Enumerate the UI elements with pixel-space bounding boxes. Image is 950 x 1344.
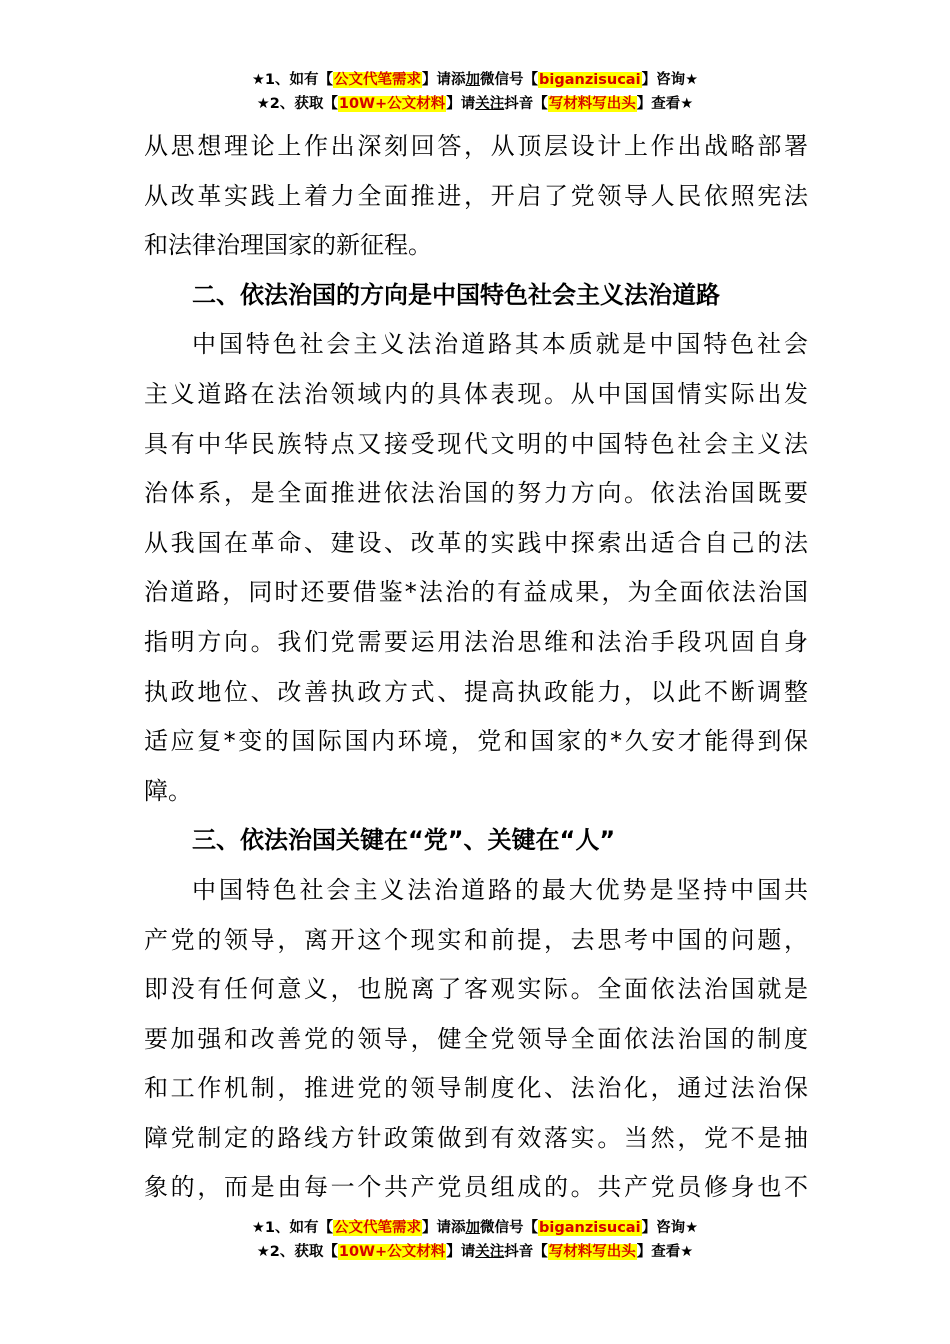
body-line: 产党的领导，离开这个现实和前提，去思考中国的问题， (144, 925, 808, 954)
body-line: 要加强和改善党的领导，健全党领导全面依法治国的制度 (144, 1024, 808, 1053)
banner-text: 】请添 (422, 1220, 466, 1236)
body-line: 障党制定的路线方针政策做到有效落实。当然，党不是抽 (144, 1123, 808, 1152)
banner-underlined-text: 关注 (475, 1244, 505, 1260)
body-line: 主义道路在法治领域内的具体表现。从中国国情实际出发 (144, 379, 808, 408)
body-line: 执政地位、改善执政方式、提高执政能力，以此不断调整 (144, 677, 808, 706)
banner-underlined-text: 关注 (475, 96, 505, 112)
banner-highlight: 写材料写出头 (548, 1244, 636, 1260)
banner-text: 】查看★ (636, 96, 694, 112)
section-heading: 二、依法治国的方向是中国特色社会主义法治道路 (192, 280, 720, 309)
banner-text: ★2、获取【 (256, 1244, 338, 1260)
banner-line-1 (0, 1216, 950, 1240)
banner-text: 】咨询★ (641, 1220, 699, 1236)
banner-line-2 (0, 92, 950, 116)
body-line: 象的，而是由每一个共产党员组成的。共产党员修身也不 (144, 1173, 808, 1202)
banner-line-2 (0, 1240, 950, 1264)
body-line: 指明方向。我们党需要运用法治思维和法治手段巩固自身 (144, 627, 808, 656)
banner-text: 】请 (446, 96, 476, 112)
banner-highlight: 10W+公文材料 (338, 96, 446, 112)
body-line: 具有中华民族特点又接受现代文明的中国特色社会主义法 (144, 429, 808, 458)
banner-text: 】请 (446, 1244, 476, 1260)
footer-banner (0, 1216, 950, 1264)
section-heading: 三、依法治国关键在“党”、关键在“人” (192, 826, 616, 855)
header-banner (0, 68, 950, 116)
banner-text: 抖音【 (504, 1244, 548, 1260)
body-line: 中国特色社会主义法治道路的最大优势是坚持中国共 (192, 875, 808, 904)
body-line: 和法律治理国家的新征程。 (144, 231, 432, 260)
banner-highlight: 公文代笔需求 (334, 72, 422, 88)
banner-text: 】咨询★ (641, 72, 699, 88)
body-line: 从思想理论上作出深刻回答，从顶层设计上作出战略部署 (144, 132, 808, 160)
banner-text: 】查看★ (636, 1244, 694, 1260)
banner-highlight: biganzisucai (539, 1220, 641, 1236)
banner-highlight: 10W+公文材料 (338, 1244, 446, 1260)
body-line: 即没有任何意义，也脱离了客观实际。全面依法治国就是 (144, 975, 808, 1004)
body-line: 治道路，同时还要借鉴*法治的有益成果，为全面依法治国 (144, 578, 808, 607)
body-line: 从改革实践上着力全面推进，开启了党领导人民依照宪法 (144, 181, 808, 210)
banner-text: ★1、如有【 (251, 72, 334, 88)
banner-highlight: 公文代笔需求 (334, 1220, 422, 1236)
banner-underlined-text: 加 (465, 72, 481, 88)
banner-text: 微信号【 (480, 72, 539, 88)
banner-text: 抖音【 (504, 96, 548, 112)
document-body (144, 122, 808, 1213)
banner-text: ★2、获取【 (256, 96, 338, 112)
banner-highlight: 写材料写出头 (548, 96, 636, 112)
banner-line-1 (0, 68, 950, 92)
body-line: 和工作机制，推进党的领导制度化、法治化，通过法治保 (144, 1074, 808, 1103)
banner-highlight: biganzisucai (539, 72, 641, 88)
body-line: 从我国在革命、建设、改革的实践中探索出适合自己的法 (144, 528, 808, 557)
banner-text: ★1、如有【 (251, 1220, 334, 1236)
body-line: 治体系，是全面推进依法治国的努力方向。依法治国既要 (144, 479, 808, 508)
banner-underlined-text: 加 (465, 1220, 481, 1236)
body-line: 障。 (144, 776, 192, 805)
banner-text: 微信号【 (480, 1220, 539, 1236)
body-line: 适应复*变的国际国内环境，党和国家的*久安才能得到保 (144, 727, 808, 756)
banner-text: 】请添 (422, 72, 466, 88)
body-line: 中国特色社会主义法治道路其本质就是中国特色社会 (192, 330, 808, 359)
